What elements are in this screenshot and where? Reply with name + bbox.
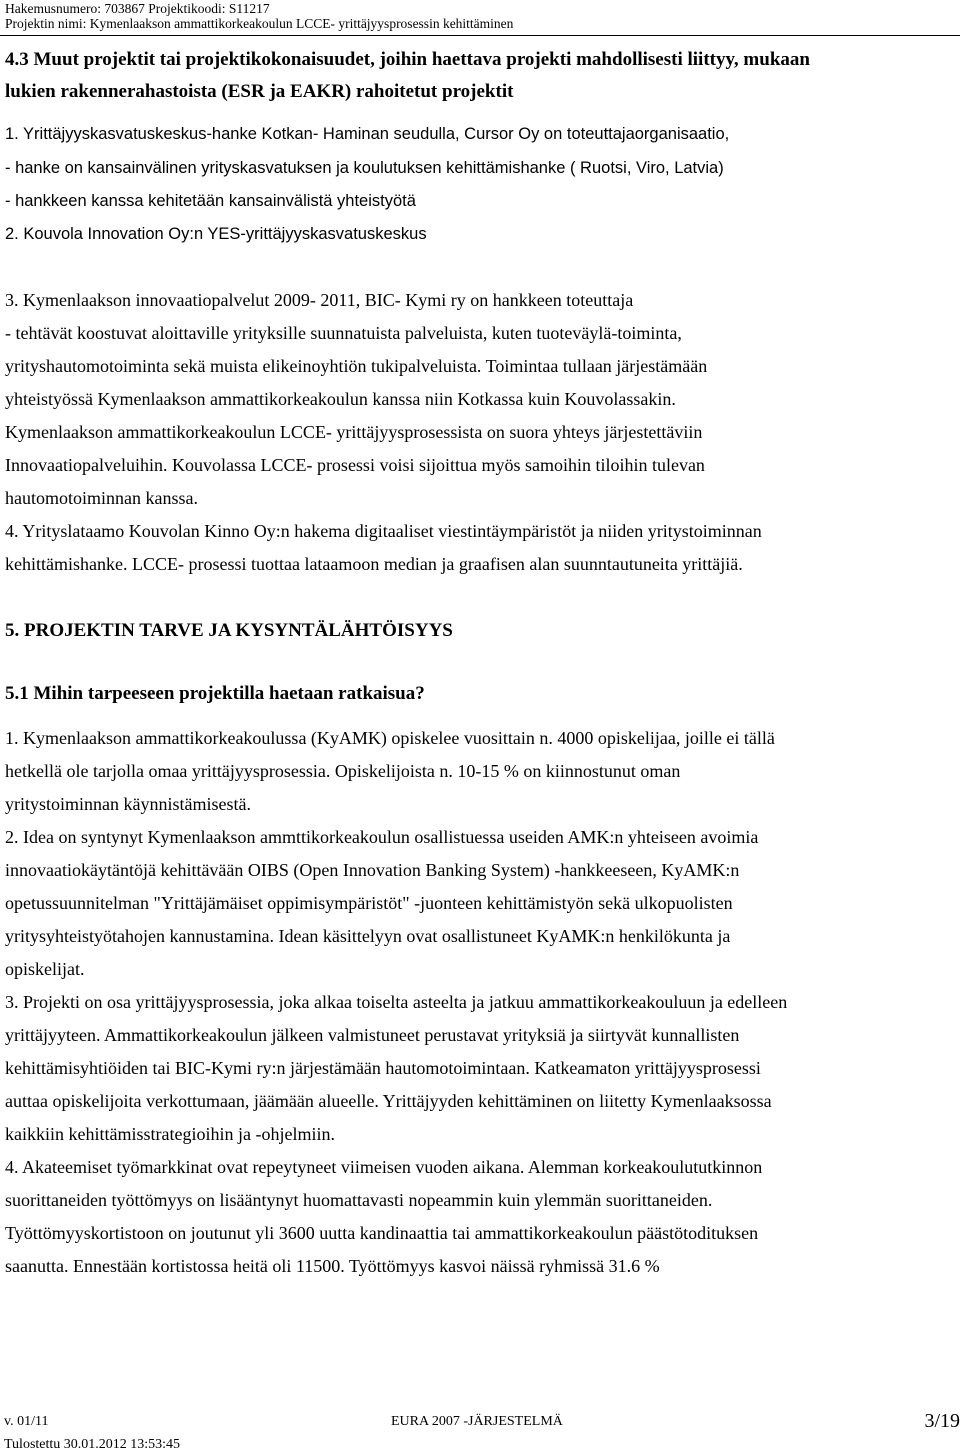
header-divider — [0, 35, 960, 36]
section-5-1-line: saanutta. Ennestään kortistossa heitä oli 11500. Työttömyys kasvoi näissä ryhmissä 31.6 % — [5, 1256, 660, 1276]
section-4-3-line: 3. Kymenlaakson innovaatiopalvelut 2009- 2011, BIC- Kymi ry on hankkeen toteuttaja — [5, 290, 634, 310]
footer-printed-timestamp: Tulostettu 30.01.2012 13:53:45 — [4, 1437, 181, 1452]
footer-page-number: 3/19 — [924, 1410, 960, 1432]
section-4-3-line: hautomotoiminnan kanssa. — [5, 488, 198, 508]
section-5-1-heading: 5.1 Mihin tarpeeseen projektilla haetaan ratkaisua? — [5, 683, 425, 704]
section-5-1-line: 1. Kymenlaakson ammattikorkeakoulussa (KyAMK) opiskelee vuosittain n. 4000 opiskelijaa, joille ei tällä — [5, 728, 775, 748]
section-5-1-line: yritystoiminnan käynnistämisestä. — [5, 794, 251, 814]
section-5-1-line: Työttömyyskortistoon on joutunut yli 3600 uutta kandinaattia tai ammattikorkeakoulun päästötodituksen — [5, 1223, 759, 1243]
section-4-3-line: - tehtävät koostuvat aloittaville yrityksille suunnatuista palveluista, kuten tuoteväylä-toiminta, — [5, 323, 682, 343]
section-5-1-line: 3. Projekti on osa yrittäjyysprosessia, joka alkaa toiselta asteelta ja jatkuu ammattikorkeakouluun ja edelleen — [5, 992, 788, 1012]
section-4-3-heading-line2: lukien rakennerahastoista (ESR ja EAKR) rahoitetut projektit — [5, 81, 514, 102]
section-5-1-line: yritysyhteistyötahojen kannustamina. Idean käsittelyyn ovat osallistuneet KyAMK:n henkilökunta ja — [5, 926, 731, 946]
section-4-3-line: kehittämishanke. LCCE- prosessi tuottaa lataamoon median ja graafisen alan suunntautuneita yrittäjiä. — [5, 554, 743, 574]
section-5-1-line: yrittäjyyteen. Ammattikorkeakoulun jälkeen valmistuneet perustavat yrityksiä ja siirtyvät kunnallisten — [5, 1025, 740, 1045]
project-name-line: Projektin nimi: Kymenlaakson ammattikorkeakoulun LCCE- yrittäjyysprosessin kehittäminen — [5, 16, 514, 31]
section-4-3-line: Kymenlaakson ammattikorkeakoulun LCCE- yrittäjyysprosessista on suora yhteys järjestettäviin — [5, 422, 703, 442]
section-5-1-line: suorittaneiden työttömyys on lisääntynyt huomattavasti nopeammin kuin ylemmän suorittaneiden. — [5, 1190, 713, 1210]
section-5-1-line: opiskelijat. — [5, 959, 85, 979]
section-5-1-line: hetkellä ole tarjolla omaa yrittäjyysprosessia. Opiskelijoista n. 10-15 % on kiinnostunut oman — [5, 761, 681, 781]
section-5-1-line: 2. Idea on syntynyt Kymenlaakson ammttikorkeakoulun osallistuessa useiden AMK:n yhteiseen avoimia — [5, 827, 759, 847]
section-5-1-line: auttaa opiskelijoita verkottumaan, jäämään alueelle. Yrittäjyyden kehittäminen on liitetty Kymenlaaksossa — [5, 1091, 772, 1111]
section-5-1-line: innovaatiokäytäntöjä kehittävään OIBS (Open Innovation Banking System) -hankkeeseen, KyAMK:n — [5, 860, 740, 880]
section-4-3-line: yhteistyössä Kymenlaakson ammattikorkeakoulun kanssa niin Kotkassa kuin Kouvolassakin. — [5, 389, 676, 409]
section-4-3-heading-line1: 4.3 Muut projektit tai projektikokonaisuudet, joihin haettava projekti mahdollisesti liittyy, mukaan — [5, 49, 810, 70]
section-5-1-line: opetussuunnitelman "Yrittäjämäiset oppimisympäristöt" -juonteen kehittämistyön sekä ulkopuolisten — [5, 893, 733, 913]
section-5-1-line: kehittämisyhtiöiden tai BIC-Kymi ry:n järjestämään hautomotoimintaan. Katkeamaton yrittäjyysprosessi — [5, 1058, 761, 1078]
section-4-3-line: 2. Kouvola Innovation Oy:n YES-yrittäjyyskasvatuskeskus — [5, 225, 427, 243]
application-number-line: Hakemusnumero: 703867 Projektikoodi: S11217 — [5, 1, 270, 16]
footer-system-name: EURA 2007 -JÄRJESTELMÄ — [391, 1414, 563, 1429]
section-4-3-line: 4. Yrityslataamo Kouvolan Kinno Oy:n hakema digitaaliset viestintäympäristöt ja niiden yritystoiminnan — [5, 521, 762, 541]
section-4-3-line: Innovaatiopalveluihin. Kouvolassa LCCE- prosessi voisi sijoittua myös samoihin tiloihin tulevan — [5, 455, 705, 475]
section-5-1-line: 4. Akateemiset työmarkkinat ovat repeytyneet viimeisen vuoden aikana. Alemman korkeakoulututkinnon — [5, 1157, 763, 1177]
section-5-heading: 5. PROJEKTIN TARVE JA KYSYNTÄLÄHTÖISYYS — [5, 620, 453, 641]
section-4-3-line: - hanke on kansainvälinen yrityskasvatuksen ja koulutuksen kehittämishanke ( Ruotsi, Viro, Latvia) — [5, 159, 724, 177]
footer-version: v. 01/11 — [4, 1414, 49, 1429]
section-4-3-line: 1. Yrittäjyyskasvatuskeskus-hanke Kotkan- Haminan seudulla, Cursor Oy on toteuttajaorganisaatio, — [5, 125, 730, 143]
section-4-3-line: - hankkeen kanssa kehitetään kansainvälistä yhteistyötä — [5, 192, 416, 210]
section-4-3-line: yrityshautomotoiminta sekä muista elikeinoyhtiön tukipalveluista. Toimintaa tullaan järjestämään — [5, 356, 708, 376]
section-5-1-line: kaikkiin kehittämisstrategioihin ja -ohjelmiin. — [5, 1124, 335, 1144]
